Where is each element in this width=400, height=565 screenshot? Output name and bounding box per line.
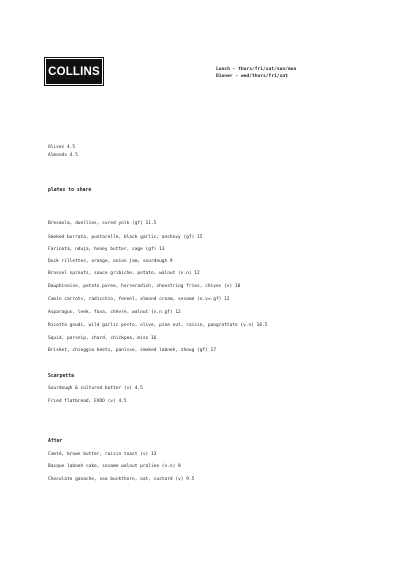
- menu-item: Duck rillettes, orange, onion jam, sourdough 9: [48, 259, 173, 264]
- after-heading: After: [48, 439, 63, 444]
- scarpetta-heading: Scarpetta: [48, 374, 74, 379]
- dinner-hours: Dinner - wed/thurs/fri/sat: [216, 74, 288, 79]
- opening-hours: [216, 66, 296, 80]
- plates-heading: plates to share: [48, 188, 92, 193]
- menu-item: Brisket, chioggia beets, panisse, smoked labneh, zhoug (gf) 17: [48, 348, 216, 353]
- logo-text: COLLINS: [48, 65, 100, 78]
- menu-item: Bresaola, duellies, cured yolk (gf) 11.5: [48, 221, 157, 226]
- menu-item: Asparagus, leek, fava, chèvre, walnut (v.n.gf) 12: [48, 310, 181, 315]
- snack-item: Almonds 4.5: [48, 153, 78, 158]
- lunch-hours: Lunch - thurs/fri/sat/sun/mon: [216, 67, 297, 72]
- menu-item: Farinata, nduja, honey butter, sage (gf) 13: [48, 247, 165, 252]
- menu-item: Smoked burrata, puntarelle, black garlic, anchovy (gf) 15: [48, 235, 203, 240]
- menu-item: Cumin carrots, radicchio, fennel, almond cream, sesame (n.v+.gf) 12: [48, 297, 230, 302]
- menu-item: Brussel sprouts, sauce gribiche, potato, walnut (v.n) 12: [48, 271, 200, 276]
- menu-item: Sourdough & cultured butter (v) 4.5: [48, 386, 143, 391]
- menu-item: Comté, brown butter, raisin toast (v) 13: [48, 452, 157, 457]
- menu-item: Chocolate ganache, sea buckthorn, oat, custard (v) 9.5: [48, 477, 195, 482]
- snack-item: Olives 4.5: [48, 145, 76, 150]
- collins-logo: [46, 59, 102, 84]
- menu-item: Ricotta gnudi, wild garlic pesto, olive, pine nut, raisin, pangrattato (v.n) 16.5: [48, 323, 268, 328]
- menu-item: Basque labneh cake, sesame walnut praline (v.n) 8: [48, 464, 181, 469]
- menu-item: Dauphinoise, potato puree, horseradish, shoestring fries, chives (v) 10: [48, 284, 241, 289]
- menu-item: Fried flatbread, EVOO (v) 4.5: [48, 399, 127, 404]
- menu-item: Squid, parsnip, chard, chickpea, miso 16: [48, 336, 157, 341]
